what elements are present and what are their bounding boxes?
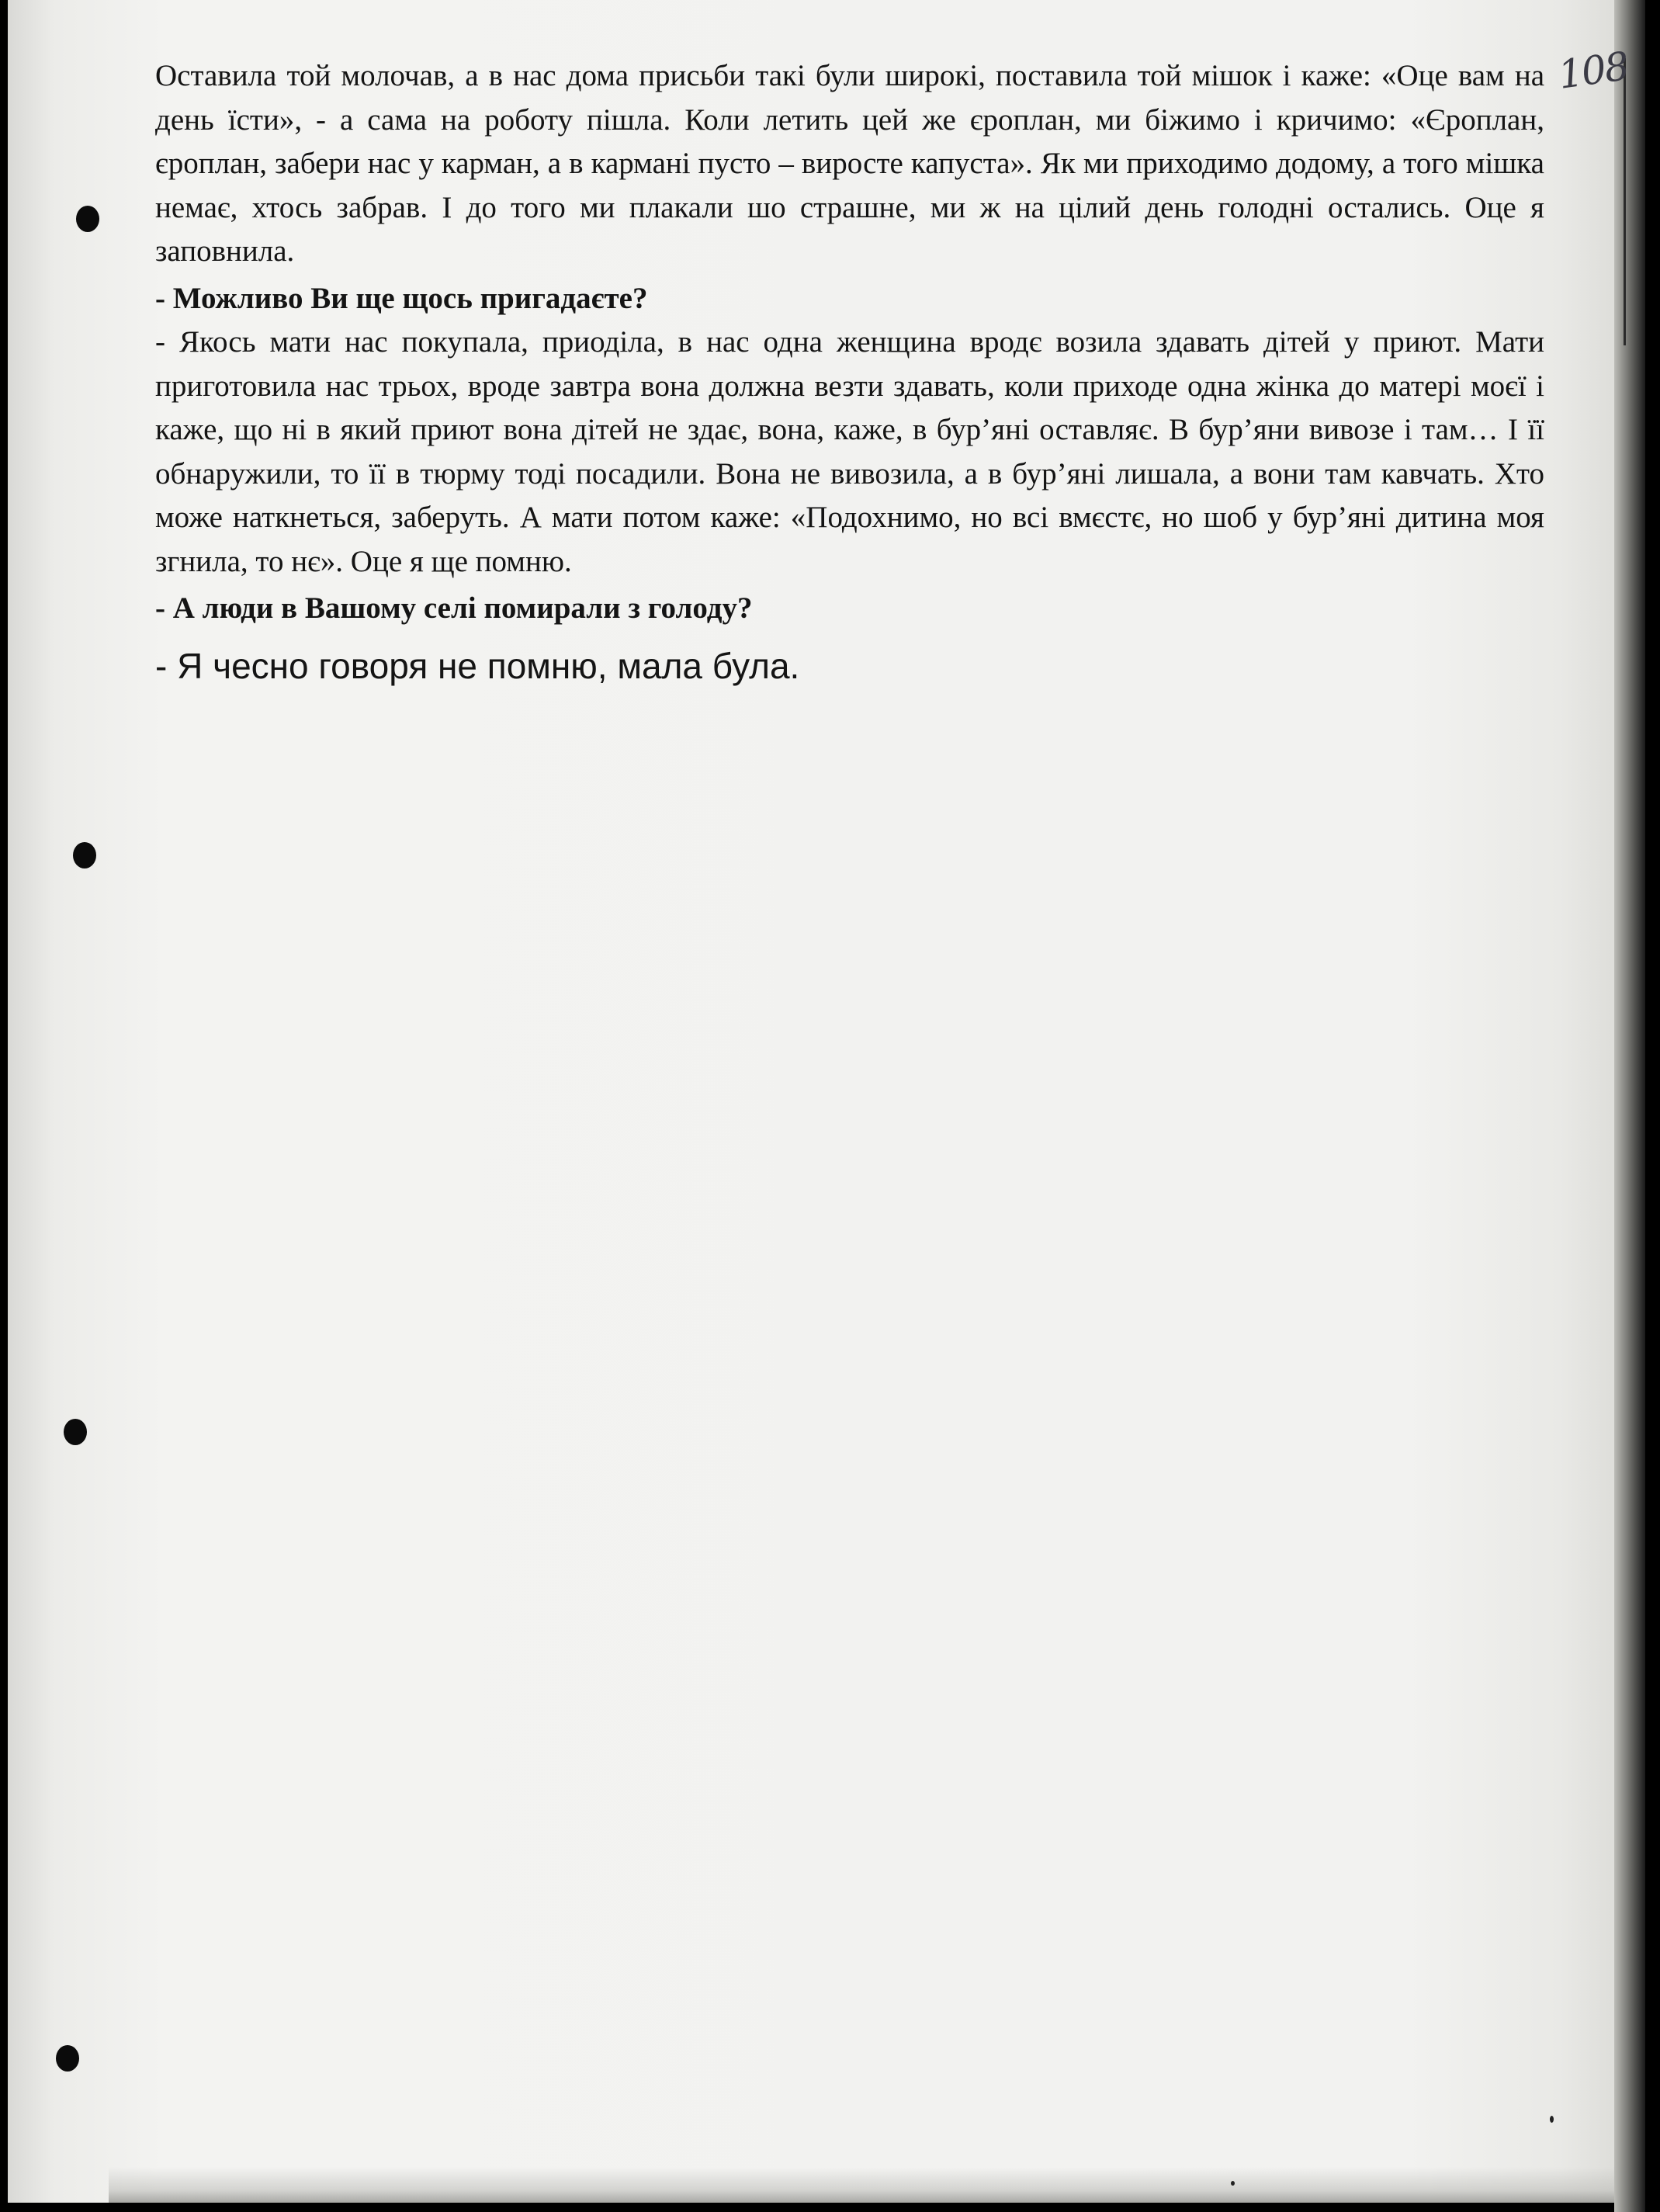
handwritten-page-number: 108	[1555, 43, 1631, 98]
punch-hole-icon	[56, 2045, 79, 2072]
punch-hole-icon	[76, 206, 99, 232]
right-edge-line	[1624, 58, 1626, 345]
dust-speck	[1550, 2116, 1554, 2123]
interviewer-question: - А люди в Вашому селі помирали з голоду?	[155, 591, 753, 625]
answer-text: - Я чесно говоря не помню, мала була.	[155, 645, 800, 686]
document-body	[155, 54, 1544, 693]
paragraph-text: Оставила той молочав, а в нас дома присьби такі були широкі, поставила той мішок і каже: «Оце вам на день їсти», - а сама на роботу пішла. Коли летить цей же єроплан, ми біжимо і кричимо: «Єроплан, єроплан, забери нас у карман, а в кармані пусто – виросте капуста». Як ми приходимо додому, а того мішка немає, хтось забрав. І до того ми плакали шо страшне, ми ж на цілий день голодні остались. Оце я заповнила.	[155, 59, 1544, 268]
dust-speck	[1231, 2181, 1235, 2186]
punch-hole-icon	[64, 1419, 87, 1445]
paragraph-text: - Якось мати нас покупала, приоділа, в нас одна женщина вродє возила здавать дітей у приют. Мати приготовила нас трьох, вроде завтра вона должна везти здавать, коли приходе одна жінка до матері моєї і каже, що ні в який приют вона дітей не здає, вона, каже, в бур’яні оставляє. В бур’яни вивозе і там… І її обнаружили, то її в тюрму тоді посадили. Вона не вивозила, а в бур’яні лишала, а вони там кавчать. Хто може наткнеться, заберуть. А мати потом каже: «Подохнимо, но всі вмєстє, но шоб у бур’яні дитина моя згнила, то нє». Оце я ще помню.	[155, 325, 1544, 578]
interviewer-question: - Можливо Ви ще щось пригадаєте?	[155, 281, 648, 315]
punch-hole-icon	[73, 842, 96, 869]
right-edge-shadow	[1614, 0, 1645, 2212]
bottom-shadow	[109, 2167, 1622, 2203]
